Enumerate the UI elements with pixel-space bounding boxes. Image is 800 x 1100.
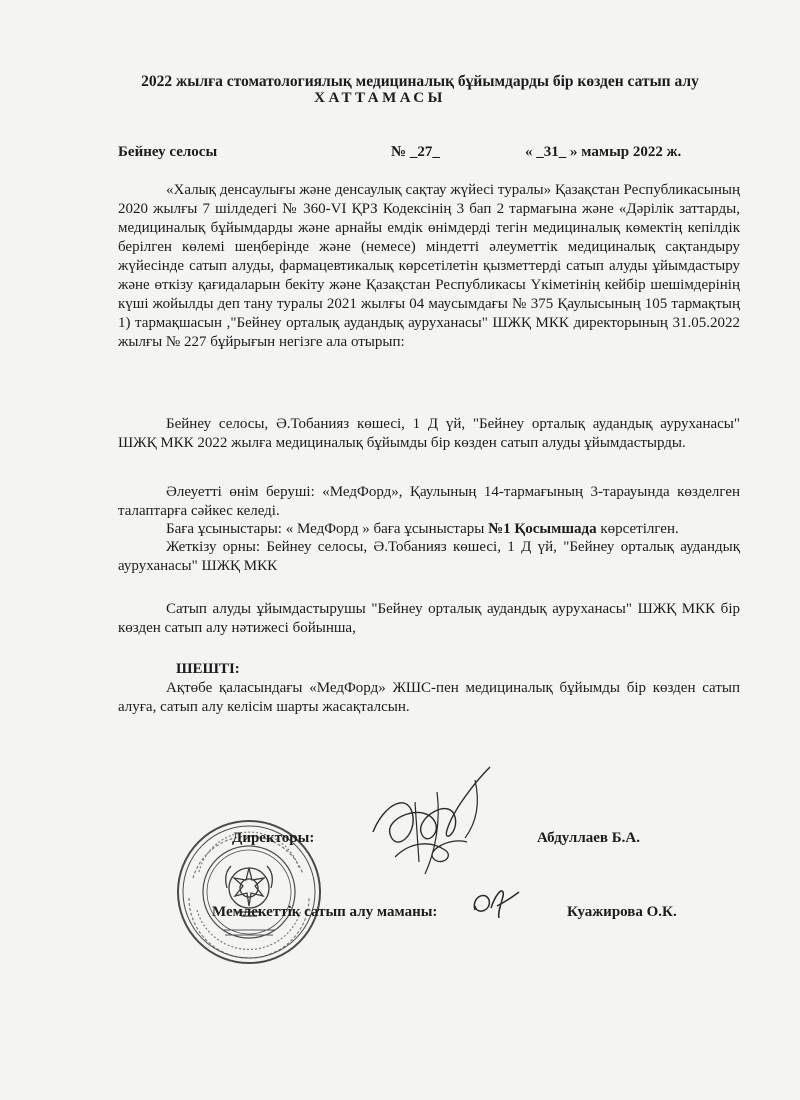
protocol-number: № _27_ <box>391 144 440 160</box>
decision-text: Ақтөбе қаласындағы «МедФорд» ЖШС-пен медициналық бұйымды бір көзден сатып алуға, сатып алу келісім шарты жасақталсын. <box>118 680 740 715</box>
price-text-a: Баға ұсыныстары: « МедФорд » баға ұсыныстары <box>166 521 489 537</box>
paragraph-result <box>118 600 740 638</box>
document-subtitle: ХАТТАМАСЫ <box>314 90 446 106</box>
paragraph-basis <box>118 181 740 352</box>
decision-heading: ШЕШТІ: <box>176 661 240 677</box>
paragraph-delivery <box>118 538 740 576</box>
paragraph-organizer <box>118 415 740 453</box>
procurement-specialist-label: Мемлекеттік сатып алу маманы: <box>212 904 438 920</box>
place: Бейнеу селосы <box>118 144 218 160</box>
paragraph-delivery-text: Жеткізу орны: Бейнеу селосы, Ә.Тобанияз көшесі, 1 Д үй, "Бейнеу орталық аудандық ауруханасы" ШЖҚ МКК <box>118 539 740 574</box>
paragraph-result-text: Сатып алуды ұйымдастырушы "Бейнеу орталық аудандық ауруханасы" ШЖҚ МКК бір көзден сатып алу нәтижесі бойынша, <box>118 601 740 636</box>
price-appendix-ref: №1 Қосымшада <box>488 521 597 537</box>
director-label: Директоры: <box>232 830 315 846</box>
paragraph-price <box>118 520 740 539</box>
paragraph-supplier <box>118 483 740 521</box>
price-text-c: көрсетілген. <box>596 521 679 537</box>
specialist-signature <box>467 880 525 926</box>
paragraph-organizer-text: Бейнеу селосы, Ә.Тобанияз көшесі, 1 Д үй, "Бейнеу орталық аудандық ауруханасы" ШЖҚ МКК 2022 жылға медициналық бұйымды бір көзден сатып алуды ұйымдастырды. <box>118 416 740 451</box>
director-name: Абдуллаев Б.А. <box>537 830 641 846</box>
paragraph-supplier-text: Әлеуетті өнім беруші: «МедФорд», Қаулының 14-тармағының 3-тарауында көзделген талаптарға сәйкес келеді. <box>118 484 740 519</box>
procurement-specialist-name: Куажирова О.К. <box>567 904 677 920</box>
director-signature <box>355 762 505 882</box>
protocol-date: « _31_ » мамыр 2022 ж. <box>525 144 682 160</box>
paragraph-decision <box>118 660 740 717</box>
paragraph-basis-text: «Халық денсаулығы және денсаулық сақтау жүйесі туралы» Қазақстан Республикасының 2020 жылғы 7 шілдедегі № 360-VI ҚРЗ Кодексінің 3 бап 2 тармағына және «Дәрілік заттарды, медициналық бұйымдарды және арнайы емдік өнімдерді тегін медициналық көмектің кепілдік берілген көлемі шеңберінде және (немесе) міндетті әлеуметтік медициналық сақтандыру жүйесінде сатып алуды, фармацевтикалық көрсетілетін қызметтерді сатып алуды ұйымдастыру және өткізу қағидаларын бекіту және Қазақстан Республикасы Үкіметінің кейбір шешімдерінің күші жойылды деп тану туралы 2021 жылғы 04 маусымдағы № 375 Қаулысының 105 тармақтың 1) тармақшасын ,"Бейнеу орталық аудандық ауруханасы" ШЖҚ МКК директорының 31.05.2022 жылғы № 227 бұйрығын негізге ала отырып: <box>118 182 740 350</box>
document-title: 2022 жылға стоматологиялық медициналық бұйымдарды бір көзден сатып алу <box>141 73 699 90</box>
